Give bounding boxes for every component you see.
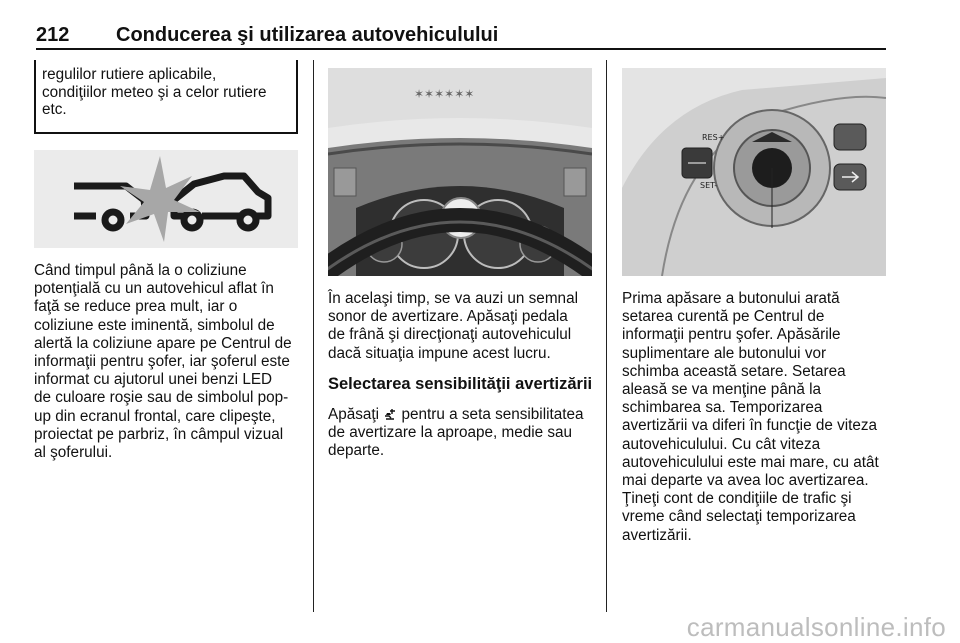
- text-line: schimbarea sa. Temporizarea: [622, 399, 823, 417]
- dashboard-illustration: [328, 68, 592, 276]
- text-line: avertizării.: [622, 526, 692, 544]
- text-line: avertizării va diferi în funcţie de viteza: [622, 417, 878, 435]
- text-fragment: Apăsaţi: [328, 406, 384, 423]
- note-line: condiţiilor meteo şi a celor rutiere: [42, 83, 267, 101]
- text-line: proiectat pe parbriz, în câmpul vizual: [34, 425, 284, 443]
- note-box: [34, 60, 298, 134]
- text-line: aleasă se va menţine până la: [622, 381, 821, 399]
- text-line: suplimentare ale butonului vor: [622, 344, 827, 362]
- watermark: carmanualsonline.info: [686, 612, 946, 642]
- text-line: de avertizare la aproape, medie sau: [328, 424, 573, 442]
- column-divider: [313, 60, 314, 612]
- text-line: de frână şi direcţionaţi autovehiculul: [328, 326, 572, 344]
- warning-sound-text: [328, 290, 594, 363]
- sensitivity-description: [622, 290, 890, 545]
- section-heading: Selectarea sensibilităţii avertizării: [328, 375, 593, 393]
- collision-sensitivity-icon: [383, 407, 397, 421]
- collision-alert-icon: [34, 150, 298, 248]
- steering-controls-illustration: [622, 68, 886, 276]
- text-line: sonor de avertizare. Apăsaţi pedala: [328, 308, 568, 326]
- text-line: schimba această setare. Setarea: [622, 362, 846, 380]
- collision-body-text: [34, 262, 300, 462]
- text-line: al şoferului.: [34, 444, 113, 462]
- text-line: faţă se reduce prea mult, iar o: [34, 298, 238, 316]
- header-rule: [36, 48, 886, 50]
- steering-controls-figure: [622, 68, 886, 276]
- text-line: coliziune este iminentă, simbolul de: [34, 316, 275, 334]
- text-line: Ţineţi cont de condiţiile de trafic şi: [622, 490, 852, 508]
- page-header: [36, 10, 886, 50]
- sensitivity-instructions: [328, 406, 594, 461]
- note-line: etc.: [42, 101, 67, 119]
- text-line: Prima apăsare a butonului arată: [622, 290, 840, 307]
- page-number: 212: [36, 24, 70, 46]
- res-label: RES+: [702, 133, 725, 142]
- text-line: setarea curentă pe Centrul de: [622, 308, 825, 326]
- text-line: up din ecranul frontal, care clipeşte,: [34, 407, 276, 425]
- collision-alert-figure: [34, 150, 298, 248]
- text-line: informat cu ajutorul unei benzi LED: [34, 371, 273, 389]
- column-divider: [606, 60, 607, 612]
- text-line: În acelaşi timp, se va auzi un semnal: [328, 290, 578, 307]
- set-label: SET-: [700, 181, 718, 190]
- text-line: dacă situaţia impune acest lucru.: [328, 344, 551, 362]
- chapter-title: Conducerea şi utilizarea autovehiculului: [116, 24, 499, 46]
- hud-indicator: ✶✶✶✶✶✶: [414, 87, 475, 101]
- dashboard-figure: [328, 68, 592, 276]
- text-line: alertă la coliziune apare pe Centrul de: [34, 334, 292, 352]
- text-line: informaţii pentru şofer. Apăsările: [622, 326, 841, 344]
- text-line: autovehiculului. Cu cât viteza: [622, 435, 821, 453]
- text-line: mai departe va avea loc avertizarea.: [622, 472, 869, 490]
- text-line: vreme când selectaţi temporizarea: [622, 508, 856, 526]
- section-heading-container: [328, 374, 594, 394]
- note-line: regulilor rutiere aplicabile,: [42, 66, 217, 83]
- text-line: de culoare roşie sau de simbolul pop-: [34, 389, 289, 407]
- text-line: Când timpul până la o coliziune: [34, 262, 247, 279]
- text-line: informaţii pentru şofer, iar şoferul este: [34, 353, 290, 371]
- text-line: departe.: [328, 442, 385, 460]
- text-line: potenţială cu un autovehicul aflat în: [34, 280, 274, 298]
- text-line: autovehiculului este mai mare, cu atât: [622, 453, 879, 471]
- text-line: [328, 406, 594, 424]
- text-fragment: pentru a seta sensibilitatea: [397, 406, 584, 423]
